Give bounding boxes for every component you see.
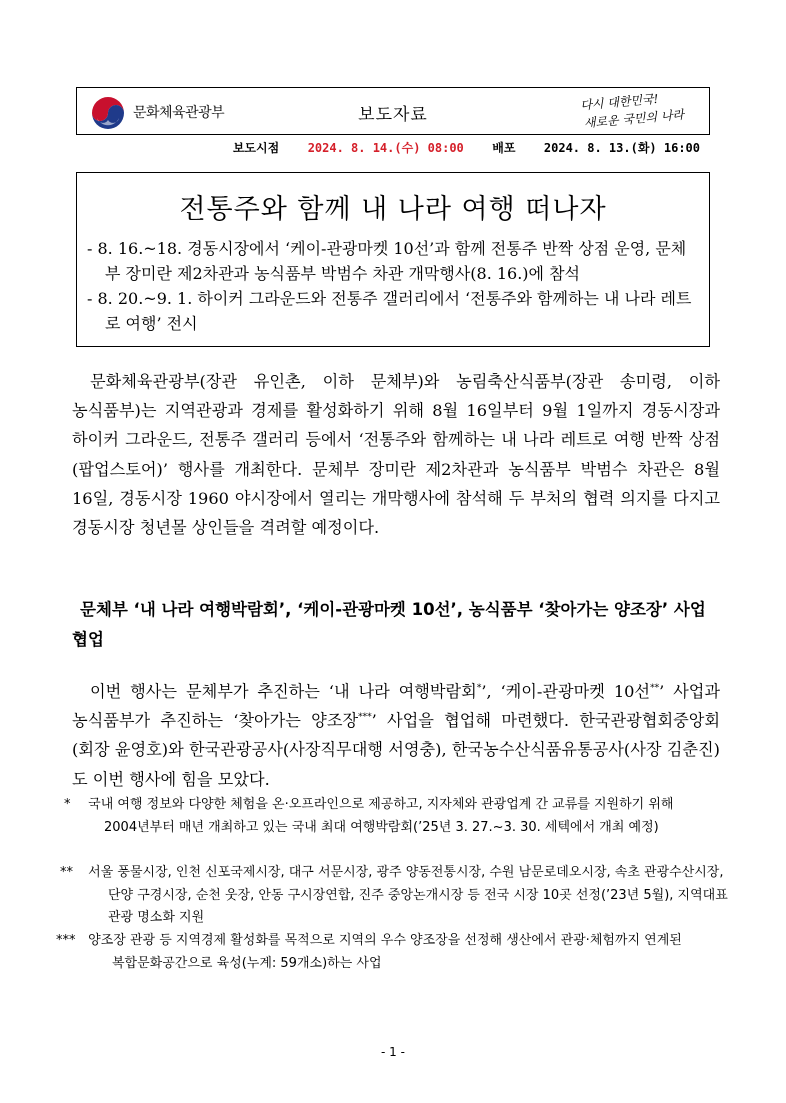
document-type: 보도자료 [358,105,428,125]
section-heading: 문체부 ‘내 나라 여행박람회’, ‘케이-관광마켓 10선’, 농식품부 ‘찾아가는 양조장’ 사업 협업 [72,600,706,649]
slogan [579,88,684,133]
p2-text-c: ’ 사업과 농식품부가 추진하는 ‘찾아가는 양조장 [72,682,721,731]
p2-text-b: ’, ‘케이-관광마켓 10선 [481,682,651,701]
footnote-ref-1: * [476,683,482,694]
header-box [76,87,710,135]
body-paragraph-2 [72,677,720,794]
summary-bullet-1: - 8. 16.~18. 경동시장에서 ‘케이-관광마켓 10선’과 함께 전통주 반짝 상점 운영, 문체부 장미란 제2차관과 농식품부 박범수 차관 개막행사(8. 16.)에 참석 [87,239,687,283]
footnote-1: * 국내 여행 정보와 다양한 체험을 온·오프라인으로 제공하고, 지자체와 관광업계 간 교류를 지원하기 위해 2004년부터 매년 개최하고 있는 국내 최대 여행박람회(’25년 3. 27.~3. 30. 세텍에서 개최 예정) [64,797,674,835]
footnote-2-text: 서울 풍물시장, 인천 신포국제시장, 대구 서문시장, 광주 양동전통시장, 수원 남문로데오시장, 속초 관광수산시장, 단양 구경시장, 순천 웃장, 안동 구시장연합, 진주 중앙논개시장 등 전국 시장 10곳 선정(’23년 5월), 지역대표 관광 명소화 지원 [88,865,728,926]
footnote-ref-2: ** [650,683,660,694]
page-number: - 1 - [381,1045,405,1059]
embargo-label: 보도시점 [232,141,280,155]
footnote-1-text: 국내 여행 정보와 다양한 체험을 온·오프라인으로 제공하고, 지자체와 관광업계 간 교류를 지원하기 위해 2004년부터 매년 개최하고 있는 국내 최대 여행박람회(’25년 3. 27.~3. 30. 세텍에서 개최 예정) [88,797,674,835]
footnote-3: *** 양조장 관광 등 지역경제 활성화를 목적으로 지역의 우수 양조장을 선정해 생산에서 관광·체험까지 연계된 복합문화공간으로 육성(누계: 59개소)하는 사업 [56,933,682,971]
slogan-line-1: 다시 대한민국! [579,91,659,113]
p2-text-d: ’ 사업을 협업해 마련했다. 한국관광협회중앙회(회장 윤영호)와 한국관광공사(사장직무대행 서영충), 한국농수산식품유통공사(사장 김춘진)도 이번 행사에 힘을 모았다. [72,711,720,789]
page-title: 전통주와 함께 내 나라 여행 떠나자 [179,194,607,225]
body-paragraph-1: 문화체육관광부(장관 유인촌, 이하 문체부)와 농림축산식품부(장관 송미령, 이하 농식품부)는 지역관광과 경제를 활성화하기 위해 8월 16일부터 9월 1일까지 경동시장과 하이커 그라운드, 전통주 갤러리 등에서 ‘전통주와 함께하는 내 나라 레트로 여행 반짝 상점(팝업스토어)’ 행사를 개최한다. 문체부 장미란 제2차관과 농식품부 박범수 차관은 8월 16일, 경동시장 1960 야시장에서 열리는 개막행사에 참석해 두 부처의 협력 의지를 다지고 경동시장 청년몰 상인들을 격려할 예정이다. [72,372,720,538]
release-info [0,139,700,156]
embargo-value: 2024. 8. 14.(수) 08:00 [307,141,464,155]
slogan-line-2: 새로운 국민의 나라 [582,107,685,131]
distribution-label: 배포 [492,141,516,155]
footnote-3-text: 양조장 관광 등 지역경제 활성화를 목적으로 지역의 우수 양조장을 선정해 생산에서 관광·체험까지 연계된 복합문화공간으로 육성(누계: 59개소)하는 사업 [88,933,682,971]
footnote-2: ** 서울 풍물시장, 인천 신포국제시장, 대구 서문시장, 광주 양동전통시장, 수원 남문로데오시장, 속초 관광수산시장, 단양 구경시장, 순천 웃장, 안동 구시장연합, 진주 중앙논개시장 등 전국 시장 10곳 선정(’23년 5월), 지역대표 관광 명소화 지원 [60,865,728,926]
footnote-ref-3: *** [358,712,372,723]
title-box [76,172,710,347]
distribution-value: 2024. 8. 13.(화) 16:00 [543,141,700,155]
p2-text-a: 이번 행사는 문체부가 추진하는 ‘내 나라 여행박람회 [90,682,477,701]
summary-bullet-2: - 8. 20.~9. 1. 하이커 그라운드와 전통주 갤러리에서 ‘전통주와 함께하는 내 나라 레트로 여행’ 전시 [87,289,692,333]
ministry-name: 문화체육관광부 [133,105,225,121]
